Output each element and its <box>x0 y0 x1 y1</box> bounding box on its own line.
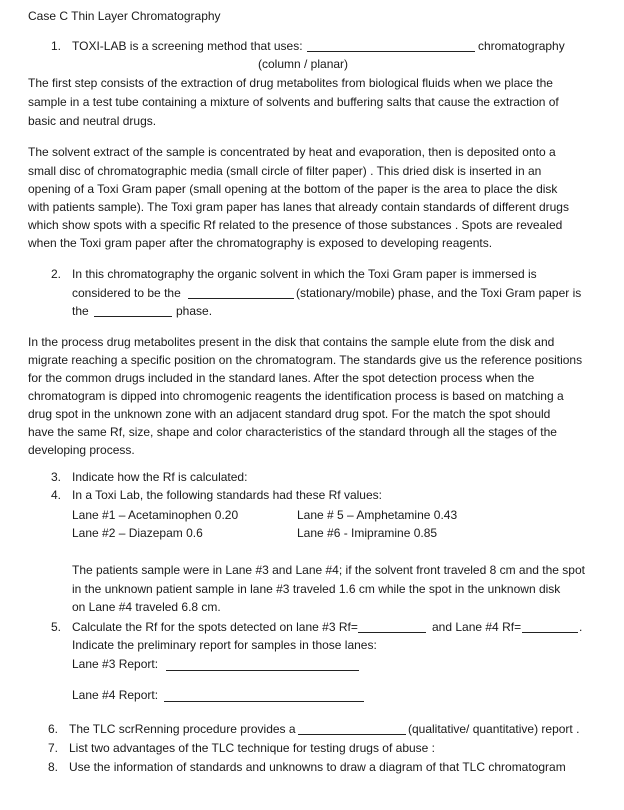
q4-text: In a Toxi Lab, the following standards had these Rf values: <box>72 488 382 502</box>
para3-line: migrate reaching a specific position on the chromatogram. The standards give us the reference positions <box>28 353 583 367</box>
q3-number: 3. <box>51 470 62 484</box>
lane-standard: Lane #2 – Diazepam 0.6 <box>72 526 203 540</box>
q6-answer-blank[interactable] <box>298 723 406 735</box>
q1-text: TOXI-LAB is a screening method that uses: <box>72 39 303 53</box>
q5-line2: Indicate the preliminary report for samples in those lanes: <box>72 638 377 652</box>
para3-line: chromatogram is dipped into chromogenic reagents the identification process is based on matching a <box>28 389 564 403</box>
q4-number: 4. <box>51 488 62 502</box>
q2-line2b: (stationary/mobile) phase, and the Toxi Gram paper is <box>296 286 582 300</box>
lane4-rf-blank[interactable] <box>522 621 578 633</box>
q6-text-a: The TLC scrRenning procedure provides a <box>69 722 296 736</box>
para3-line: for the common drugs included in the standard lanes. After the spot detection process when the <box>28 371 535 385</box>
lane3-report-label: Lane #3 Report: <box>72 657 159 671</box>
para1-line: The first step consists of the extraction of drug metabolites from biological fluids when we place the <box>28 76 553 90</box>
para2-line: which show spots with a specific Rf related to the presence of those substances . Spots are revealed <box>28 218 563 232</box>
q5-text-b: and Lane #4 Rf= <box>432 620 522 634</box>
lane3-report-blank[interactable] <box>166 659 359 671</box>
para3-line: In the process drug metabolites present in the disk that contains the sample elute from the disk and <box>28 335 555 349</box>
lane-standard: Lane #1 – Acetaminophen 0.20 <box>72 508 239 522</box>
patient-line: in the unknown patient sample in lane #3 traveled 1.6 cm while the spot in the unknown disk <box>72 582 561 596</box>
q6-text-b: (qualitative/ quantitative) report . <box>408 722 580 736</box>
para3-line: drug spot in the unknown zone with an adjacent standard drug spot. For the match the spot should <box>28 407 551 421</box>
q1-number: 1. <box>51 39 62 53</box>
patient-line: The patients sample were in Lane #3 and Lane #4; if the solvent front traveled 8 cm and the spot <box>72 563 585 577</box>
q2-phase-blank-2[interactable] <box>94 305 172 317</box>
q5-text-c: . <box>579 620 583 634</box>
q5-text-a: Calculate the Rf for the spots detected on lane #3 Rf= <box>72 620 358 634</box>
para3-line: have the same Rf, size, shape and color characteristics of the standard through all the stages of the <box>28 425 557 439</box>
q6-number: 6. <box>48 722 59 736</box>
para2-line: when the Toxi gram paper after the chromatography is exposed to developing reagents. <box>28 236 493 250</box>
q1-answer-blank[interactable] <box>307 40 475 52</box>
q2-line3a: the <box>72 304 89 318</box>
q3-text: Indicate how the Rf is calculated: <box>72 470 248 484</box>
q5-number: 5. <box>51 620 62 634</box>
q2-line3b: phase. <box>176 304 213 318</box>
q1-options: (column / planar) <box>258 57 349 71</box>
lane-standard: Lane #6 - Imipramine 0.85 <box>297 526 438 540</box>
para3-line: developing process. <box>28 443 135 457</box>
para2-line: The solvent extract of the sample is concentrated by heat and evaporation, then is deposited onto a <box>28 145 556 159</box>
q8-text: Use the information of standards and unknowns to draw a diagram of that TLC chromatogram <box>69 760 566 774</box>
para2-line: opening of a Toxi Gram paper (small opening at the bottom of the paper is the area to place the disk <box>28 182 558 196</box>
para2-line: small disc of chromatographic media (small circle of filter paper) . This dried disk is inserted in an <box>28 164 542 178</box>
q8-number: 8. <box>48 760 59 774</box>
para1-line: basic and neutral drugs. <box>28 114 157 128</box>
lane4-report-label: Lane #4 Report: <box>72 688 159 702</box>
q2-number: 2. <box>51 267 62 281</box>
q7-text: List two advantages of the TLC technique for testing drugs of abuse : <box>69 741 436 755</box>
lane-standard: Lane # 5 – Amphetamine 0.43 <box>297 508 458 522</box>
page-title: Case C Thin Layer Chromatography <box>28 9 221 23</box>
q7-number: 7. <box>48 741 59 755</box>
q1-suffix: chromatography <box>478 39 565 53</box>
para1-line: sample in a test tube containing a mixture of solvents and buffering salts that cause the extraction of <box>28 95 559 109</box>
patient-line: on Lane #4 traveled 6.8 cm. <box>72 600 221 614</box>
para2-line: with patients sample). The Toxi gram paper has lanes that already contain standards of different drugs <box>28 200 569 214</box>
q2-line2a: considered to be the <box>72 286 181 300</box>
lane3-rf-blank[interactable] <box>358 621 426 633</box>
lane4-report-blank[interactable] <box>164 690 364 702</box>
q2-phase-blank-1[interactable] <box>188 287 294 299</box>
q2-line1: In this chromatography the organic solvent in which the Toxi Gram paper is immersed is <box>72 267 537 281</box>
